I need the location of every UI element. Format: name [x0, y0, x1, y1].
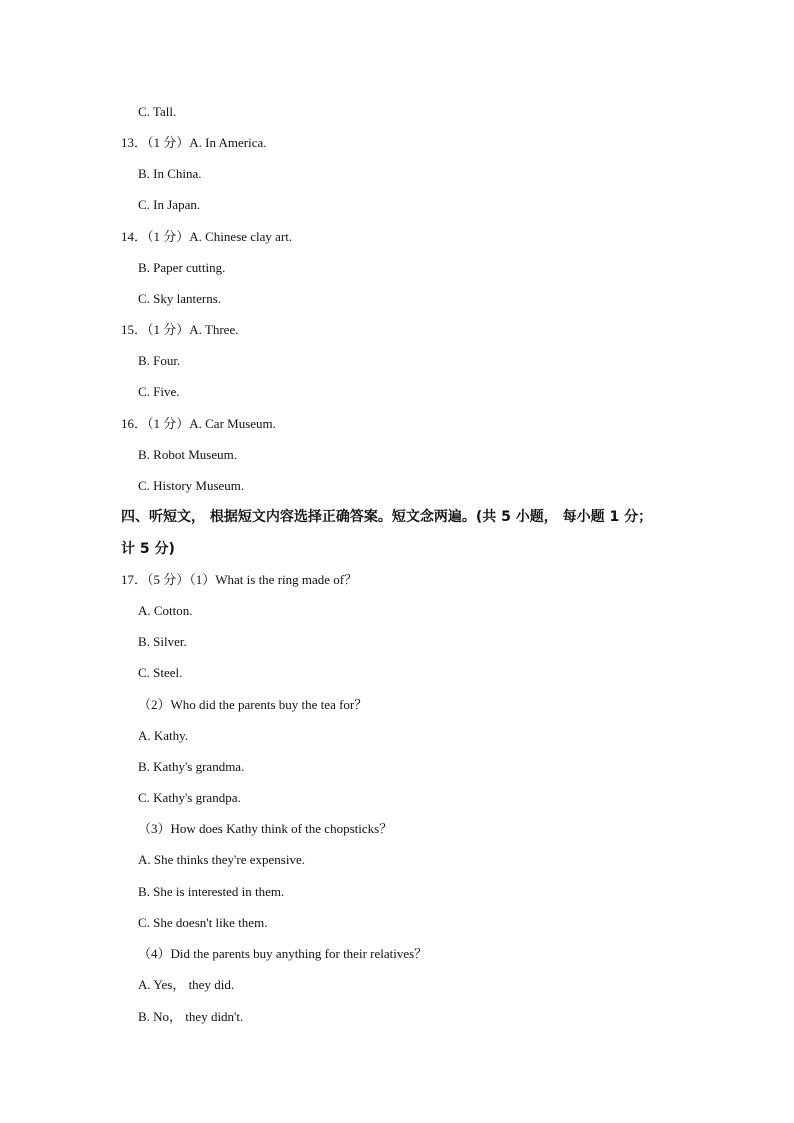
- option-17-3a: A. She thinks they're expensive.: [138, 852, 305, 867]
- option-17-1b: B. Silver.: [138, 634, 187, 649]
- option-14c: C. Sky lanterns.: [138, 291, 222, 306]
- option-13b: B. In China.: [138, 166, 202, 181]
- option-13c: C. In Japan.: [138, 197, 201, 212]
- question-17-3: （3）How does Kathy think of the chopsticks？: [138, 821, 393, 836]
- section-four-heading-cont: 计 5 分): [121, 541, 175, 557]
- option-17-2b: B. Kathy's grandma.: [138, 759, 245, 774]
- option-17-1c: C. Steel.: [138, 665, 183, 680]
- option-14b: B. Paper cutting.: [138, 260, 226, 275]
- option-15c: C. Five.: [138, 384, 180, 399]
- question-16: 16．（1 分）A. Car Museum.: [121, 416, 276, 431]
- question-13: 13．（1 分）A. In America.: [121, 135, 267, 150]
- question-17-4: （4）Did the parents buy anything for their relatives？: [138, 946, 428, 961]
- option-17-3c: C. She doesn't like them.: [138, 915, 268, 930]
- option-17-3b: B. She is interested in them.: [138, 884, 285, 899]
- option-17-4b: B. No， they didn't.: [138, 1009, 244, 1024]
- question-14: 14．（1 分）A. Chinese clay art.: [121, 229, 293, 244]
- option-16c: C. History Museum.: [138, 478, 245, 493]
- option-17-2c: C. Kathy's grandpa.: [138, 790, 241, 805]
- question-15: 15．（1 分）A. Three.: [121, 322, 239, 337]
- question-17-2: （2）Who did the parents buy the tea for？: [138, 697, 368, 712]
- option-16b: B. Robot Museum.: [138, 447, 237, 462]
- option-17-2a: A. Kathy.: [138, 728, 189, 743]
- question-17-1: 17．（5 分）（1）What is the ring made of？: [121, 572, 358, 587]
- option-15b: B. Four.: [138, 353, 181, 368]
- option-17-1a: A. Cotton.: [138, 603, 193, 618]
- section-four-heading: 四、听短文， 根据短文内容选择正确答案。短文念两遍。(共 5 小题， 每小题 1 分；: [121, 509, 653, 525]
- option-17-4a: A. Yes， they did.: [138, 977, 235, 992]
- option-12c: C. Tall.: [138, 104, 177, 119]
